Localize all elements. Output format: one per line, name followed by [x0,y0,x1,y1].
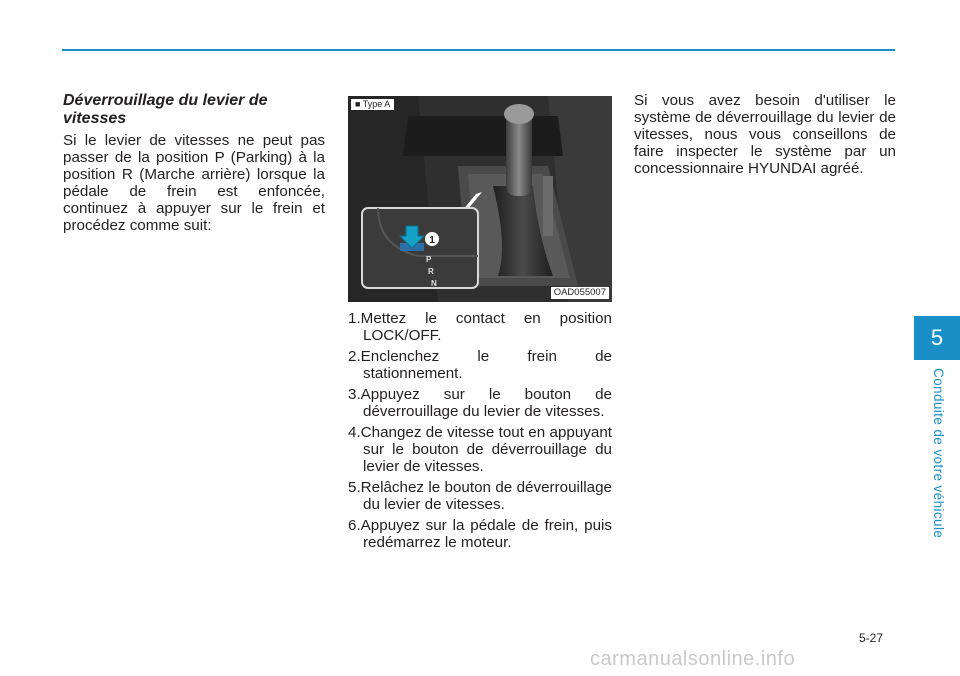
step-number: 3. [348,386,361,403]
step-number: 1. [348,310,361,327]
shift-letter-p: P [426,255,432,264]
section-title: Déverrouillage du levier de vitesses [63,92,268,127]
right-column [634,92,896,177]
shift-lever-drawing [348,96,612,302]
step-item [348,479,612,513]
shift-letter-n: N [431,279,437,288]
step-item [348,424,612,475]
left-column [63,92,325,234]
figure-type-label: ■ Type A [351,99,394,110]
step-number: 5. [348,479,361,496]
intro-paragraph: Si le levier de vitesses ne peut pas passer de la position P (Parking) à la position R (Marche arrière) lorsque la pédale de frein est enfoncée, continuez à appuyer sur le frein et procédez comme suit: [63,132,325,234]
step-number: 4. [348,424,361,441]
dealer-note: Si vous avez besoin d'utiliser le système de déverrouillage du levier de vitesses, nous vous conseillons de faire inspecter le système par un concessionnaire HYUNDAI agréé. [634,92,896,177]
page-number: 5-27 [859,631,884,645]
step-number: 2. [348,348,361,365]
step-item [348,348,612,382]
middle-column [348,96,612,555]
shift-letter-r: R [428,267,434,276]
header-rule [62,49,895,51]
callout-number: 1 [429,235,435,246]
shift-lever-illustration [348,96,612,302]
step-item [348,310,612,344]
step-text: Relâchez le bouton de déverrouillage du levier de vitesses. [360,479,612,513]
step-item [348,517,612,551]
step-text: Mettez le contact en position LOCK/OFF. [360,310,612,344]
step-item [348,386,612,420]
step-text: Appuyez sur le bouton de déverrouillage du levier de vitesses. [360,386,612,420]
step-number: 6. [348,517,361,534]
watermark: carmanualsonline.info [590,648,796,670]
procedure-steps [348,310,612,551]
chapter-title: Conduite de votre véhicule [931,368,946,539]
chapter-number-tab: 5 [914,316,960,360]
step-text: Appuyez sur la pédale de frein, puis redémarrez le moteur. [360,517,612,551]
step-text: Changez de vitesse tout en appuyant sur le bouton de déverrouillage du levier de vitesses. [360,424,612,475]
step-text: Enclenchez le frein de stationnement. [360,348,612,382]
figure-code: OAD055007 [551,287,609,299]
